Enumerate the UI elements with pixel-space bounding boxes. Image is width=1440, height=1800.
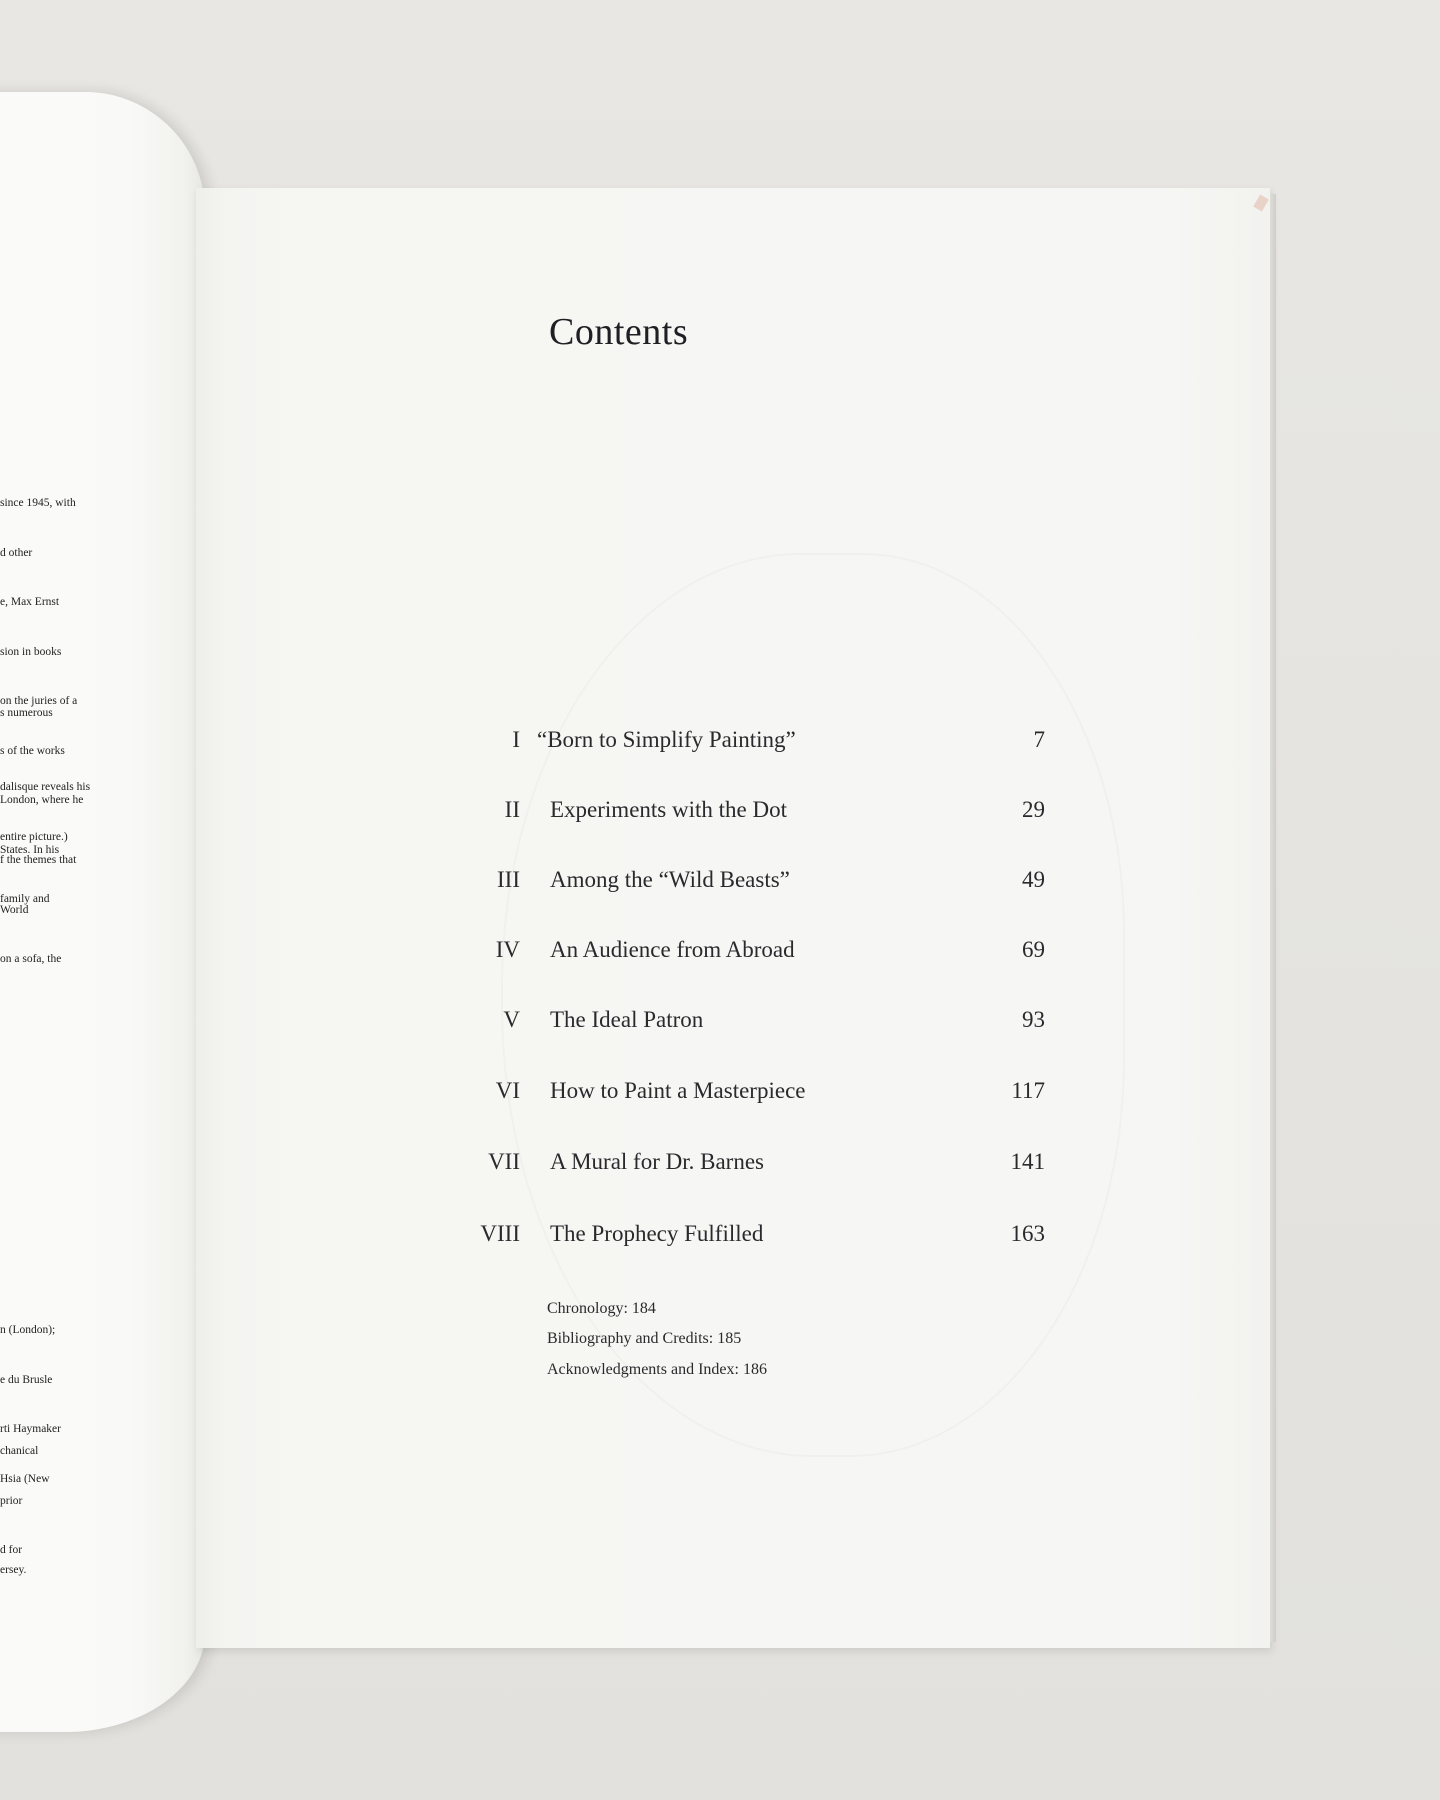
chapter-numeral: III [497, 867, 520, 892]
chapter-title: The Prophecy Fulfilled [550, 1221, 764, 1246]
toc-entry [440, 797, 1045, 837]
left-page-line: rti Haymaker [0, 1423, 61, 1435]
left-page-text-block [0, 819, 76, 1001]
toc-entry [440, 1221, 1045, 1261]
chapter-numeral: I [512, 727, 520, 752]
left-page-line: prior [0, 1494, 23, 1507]
toc-entry [440, 937, 1045, 977]
left-page-line: n (London); [0, 1324, 56, 1336]
left-page-line: e du Brusle [0, 1373, 53, 1386]
left-page-line: World [0, 903, 29, 916]
chapter-page: 117 [1011, 1078, 1045, 1103]
chapter-numeral: V [503, 1007, 520, 1032]
chapter-title: Experiments with the Dot [550, 797, 787, 822]
chapter-page: 163 [1010, 1221, 1045, 1246]
left-page-line: dalisque reveals his [0, 781, 91, 793]
chapter-numeral: VII [488, 1149, 520, 1174]
left-page-line: d for [0, 1544, 23, 1556]
chapter-numeral: IV [495, 937, 520, 962]
left-page-line: Hsia (New [0, 1472, 50, 1485]
chapter-numeral: II [504, 797, 520, 822]
left-page-line: on a sofa, the [0, 953, 62, 965]
back-matter-entry: Chronology: 184 [547, 1300, 656, 1317]
chapter-title: “Born to Simplify Painting” [537, 727, 796, 752]
left-page-line: since 1945, with [0, 497, 76, 509]
chapter-page: 7 [1033, 727, 1045, 752]
chapter-numeral: VIII [480, 1221, 520, 1246]
left-page-text-block [0, 1529, 26, 1612]
left-page-line: chanical [0, 1445, 39, 1457]
left-page-line: s of the works [0, 744, 65, 757]
left-page-line: on the juries of a [0, 695, 78, 707]
show-through-illustration [501, 553, 1125, 1457]
left-page-line: London, where he [0, 794, 84, 806]
chapter-page: 93 [1022, 1007, 1045, 1032]
left-page-line: d other [0, 546, 33, 559]
chapter-page: 29 [1022, 797, 1045, 822]
left-page-line: family and [0, 893, 50, 905]
right-page [196, 188, 1270, 1648]
chapter-page: 141 [1010, 1149, 1045, 1174]
left-page-line: f the themes that [0, 854, 77, 866]
chapter-title: An Audience from Abroad [550, 937, 795, 962]
chapter-title: Among the “Wild Beasts” [550, 867, 790, 892]
chapter-page: 49 [1022, 867, 1045, 892]
left-page-line: States. In his [0, 843, 60, 856]
toc-entry [440, 727, 1045, 767]
toc-entry [440, 1007, 1045, 1047]
back-matter-entry: Bibliography and Credits: 185 [547, 1330, 742, 1347]
toc-entry [440, 867, 1045, 907]
toc-entry [440, 1149, 1045, 1189]
chapter-title: A Mural for Dr. Barnes [550, 1149, 764, 1174]
left-page-line: ersey. [0, 1564, 27, 1576]
toc-entry [440, 1078, 1045, 1118]
chapter-title: How to Paint a Masterpiece [550, 1078, 806, 1103]
back-matter-entry: Acknowledgments and Index: 186 [547, 1361, 767, 1378]
left-page-text-block [0, 672, 53, 755]
left-page-line: entire picture.) [0, 830, 68, 843]
chapter-numeral: VI [495, 1078, 520, 1103]
left-page [0, 92, 205, 1732]
left-page-line: s numerous [0, 707, 53, 719]
chapter-title: The Ideal Patron [550, 1007, 704, 1032]
chapter-page: 69 [1022, 937, 1045, 962]
page-title: Contents [549, 311, 689, 353]
left-page-line: e, Max Ernst [0, 596, 60, 608]
left-page-line: sion in books [0, 645, 62, 658]
